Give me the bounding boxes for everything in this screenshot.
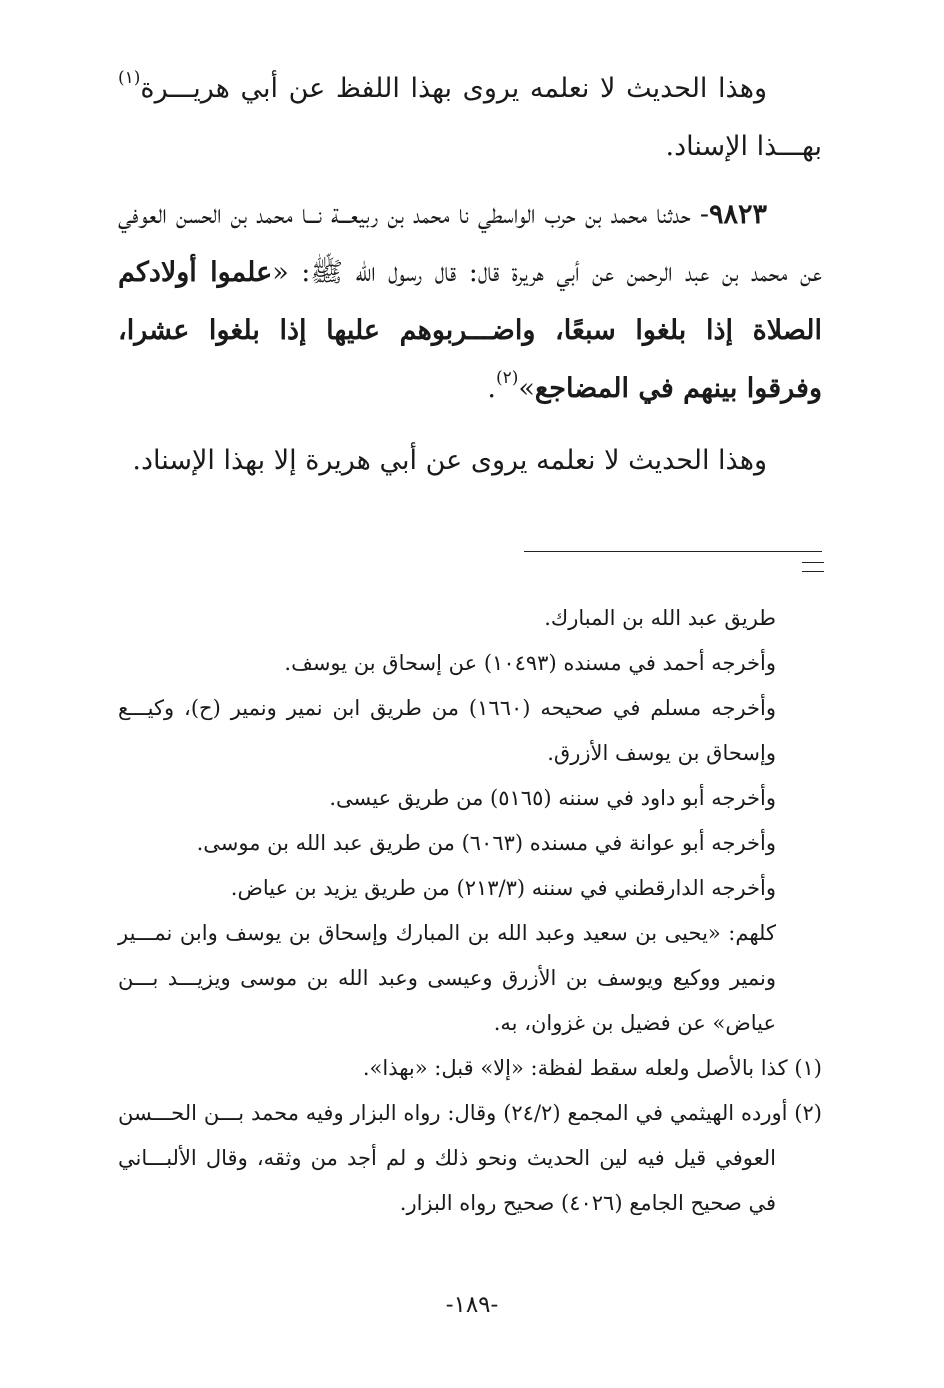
footnote-2: (٢) أورده الهيثمي في المجمع (٢٤/٢) وقال: رواه البزار وفيه محمد بـــن الحـــسن العوفي قيل فيه لين الحديث ونحو ذلك و لم أجد من وثقه، وقال الألبـــاني في صحيح الجامع (٤٠٢٦) صحيح رواه البزار. — [118, 1101, 822, 1215]
main-text — [118, 60, 822, 490]
hadith-isnad: - حدثنا محمد بن حرب الواسطي نا محمد بن ربيعـــة نـــا محمد بن الحسن العوفي عن محمد بن عبد الرحمن عن أبي هريرة قال: قال رسول الله ﷺ: « — [118, 199, 822, 288]
page-number: -١٨٩- — [445, 1292, 499, 1318]
note-line: وأخرجه أحمد في مسنده (١٠٤٩٣) عن إسحاق بن يوسف. — [284, 651, 776, 675]
paragraph-1-end: بهـــذا الإسناد. — [665, 131, 822, 162]
footnotes-block — [118, 596, 822, 1226]
note-line: وأخرجه أبو عوانة في مسنده (٦٠٦٣) من طريق عبد الله بن موسى. — [196, 831, 776, 855]
footnote-1: (١) كذا بالأصل ولعله سقط لفظة: «إلا» قبل: «بهذا». — [362, 1056, 822, 1080]
footnote-ref-1: (١) — [118, 68, 141, 88]
paragraph-1-text: وهذا الحديث لا نعلمه يروى بهذا اللفظ عن أبي هريـــرة — [140, 73, 767, 104]
note-line: طريق عبد الله بن المبارك. — [544, 606, 776, 630]
paragraph-3: وهذا الحديث لا نعلمه يروى عن أبي هريرة إلا بهذا الإسناد. — [132, 445, 767, 476]
note-line: وأخرجه الدارقطني في سننه (٢١٣/٣) من طريق يزيد بن عياض. — [230, 876, 776, 900]
hadith-number: ٩٨٢٣ — [708, 199, 767, 230]
paragraph-1 — [118, 60, 822, 176]
hadith-quote-close: » — [518, 373, 535, 404]
hadith-paragraph — [118, 186, 822, 418]
continuation-mark — [802, 562, 824, 572]
footnote-separator — [524, 551, 822, 552]
note-line: كلهم: «يحيى بن سعيد وعبد الله بن المبارك وإسحاق بن يوسف وابن نمـــير ونمير ووكيع ويوسف بن الأزرق وعيسى وعبد الله بن موسى ويزيـــد بـــن عياض» عن فضيل بن غزوان، به. — [118, 921, 776, 1035]
note-line: وأخرجه أبو داود في سننه (٥١٦٥) من طريق عيسى. — [329, 786, 776, 810]
note-line: وأخرجه مسلم في صحيحه (١٦٦٠) من طريق ابن نمير ونمير (ح)، وكيـــع وإسحاق بن يوسف الأزرق. — [118, 696, 776, 765]
footnote-ref-2: (٢) — [495, 368, 519, 388]
hadith-end: . — [487, 373, 496, 404]
hadith-matn: علموا أولادكم الصلاة إذا بلغوا سبعًا، واضـــربوهم عليها إذا بلغوا عشرا، وفرقوا بينهم في المضاجع — [118, 257, 822, 404]
